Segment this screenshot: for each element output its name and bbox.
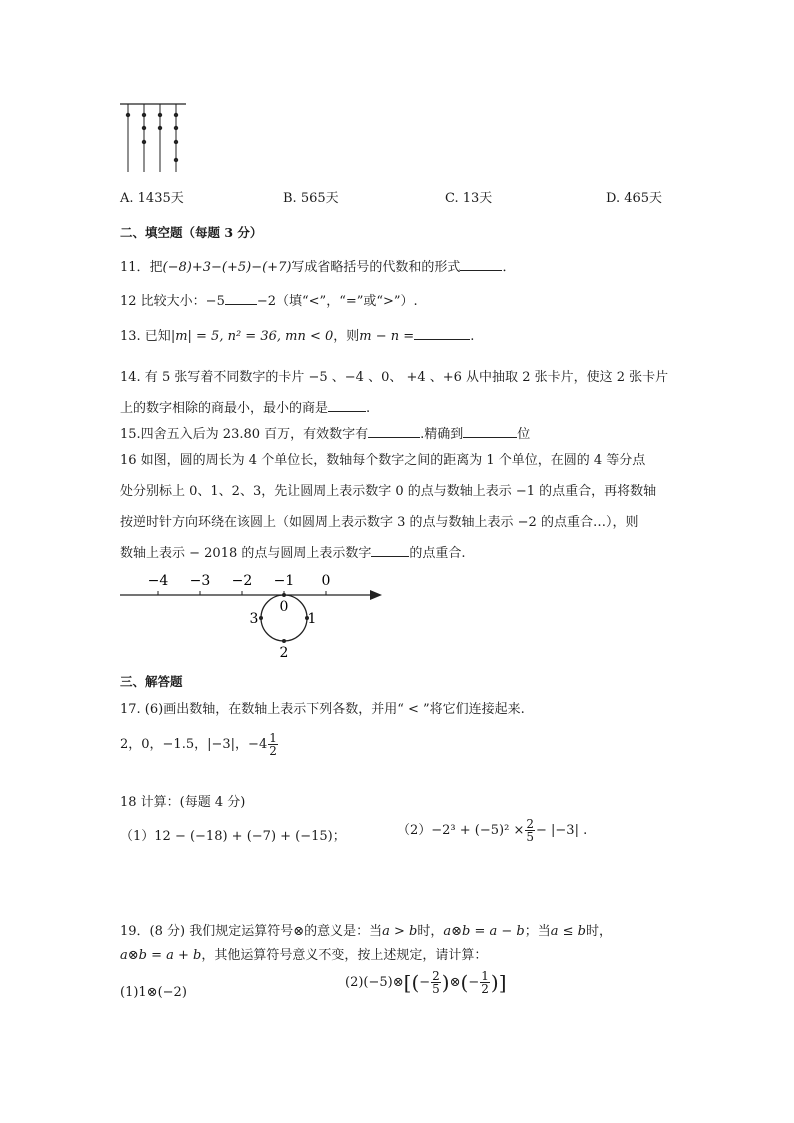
q16-line4-text: 数轴上表示 − 2018 的点与圆周上表示数字 bbox=[120, 546, 372, 561]
q19-line1-pre: 19．(8 分) 我们规定运算符号⊗的意义是：当 bbox=[120, 924, 383, 939]
q15-end: 位 bbox=[517, 427, 531, 442]
q19-frac-b-den: 2 bbox=[481, 982, 489, 996]
question-15 bbox=[120, 423, 530, 442]
question-19-part2: (2)(−5)⊗[(− $\frac{2}{5}$ )⊗(− $\frac{1}{2}$ )] bbox=[345, 969, 507, 996]
option-a: A. 1435天 bbox=[120, 191, 184, 206]
q19-line2-rest: ，其他运算符号意义不变，按上述规定，请计算： bbox=[201, 948, 488, 963]
tick-label-neg4: −4 bbox=[147, 573, 169, 589]
question-18-part1: （1）12 − (−18) + (−7) + (−15)； bbox=[120, 829, 346, 844]
numberline-figure bbox=[118, 568, 388, 664]
q15-mid: .精确到 bbox=[420, 427, 464, 442]
q18-p2-pre: （2）−2³ + (−5)² × bbox=[397, 823, 525, 838]
q18-fraction bbox=[525, 818, 535, 843]
q15-blank-2[interactable] bbox=[463, 425, 517, 438]
question-12 bbox=[120, 290, 418, 309]
q19-c2: a ≤ b bbox=[550, 924, 586, 939]
q17-abs: |−3| bbox=[207, 737, 236, 752]
tick-label-0: 0 bbox=[321, 573, 331, 589]
tick-label-neg3: −3 bbox=[189, 573, 211, 589]
q13-answer-blank[interactable] bbox=[414, 327, 470, 340]
question-16-line3: 按逆时针方向环绕在该圆上（如圆周上表示数字 3 的点与数轴上表示 −2 的点重合…），则 bbox=[120, 515, 639, 530]
q14-answer-blank[interactable] bbox=[328, 399, 366, 412]
q11-answer-blank[interactable] bbox=[460, 258, 502, 271]
q13-mid: ，则 bbox=[333, 329, 360, 344]
question-17-numbers bbox=[120, 732, 279, 757]
q12-prefix: 12 比较大小：−5 bbox=[120, 294, 225, 309]
q11-prefix: 11．把 bbox=[120, 260, 163, 275]
q19-t1: 时， bbox=[417, 924, 444, 939]
q18-p2-post: − |−3| . bbox=[536, 823, 588, 838]
q19-t3: 时， bbox=[585, 924, 612, 939]
q19-r1: a⊗b = a − b bbox=[443, 924, 525, 939]
q14-end: . bbox=[366, 401, 371, 416]
q13-prefix: 13. 已知 bbox=[120, 329, 171, 344]
q19-frac-b bbox=[480, 970, 490, 995]
section-3-title: 三、解答题 bbox=[120, 674, 183, 689]
q18-frac-den: 5 bbox=[526, 830, 534, 844]
q19-frac-a bbox=[431, 970, 441, 995]
q11-end: ． bbox=[502, 260, 516, 275]
q19-p2-pre: (2)(−5)⊗ bbox=[345, 975, 404, 990]
question-19-line1 bbox=[120, 920, 612, 939]
q12-answer-blank[interactable] bbox=[225, 292, 257, 305]
q15-blank-1[interactable] bbox=[368, 425, 420, 438]
q17-frac-num: 1 bbox=[269, 731, 277, 745]
circle-label-0: 0 bbox=[279, 599, 289, 615]
tick-label-neg1: −1 bbox=[273, 573, 295, 589]
question-14-line1: 14. 有 5 张写着不同数字的卡片 −5 、−4 、0、 +4 、+6 从中抽取 2 张卡片，使这 2 张卡片 bbox=[120, 370, 669, 385]
question-16-line2: 处分别标上 0、1、2、3，先让圆周上表示数字 0 的点与数轴上表示 −1 的点重合，再将数轴 bbox=[120, 484, 657, 499]
q19-frac-a-den: 5 bbox=[432, 982, 440, 996]
q11-expr: (−8)+3−(+5)−(+7) bbox=[162, 260, 292, 275]
question-19-line2 bbox=[120, 944, 487, 963]
q12-mid: −2（填“<”，“=”或“>”）. bbox=[256, 294, 418, 309]
circle-label-3: 3 bbox=[249, 611, 259, 627]
q17-frac-den: 2 bbox=[269, 744, 277, 758]
q13-end: . bbox=[470, 329, 475, 344]
option-c: C. 13天 bbox=[445, 191, 493, 206]
q16-answer-blank[interactable] bbox=[371, 544, 409, 557]
q19-frac-a-num: 2 bbox=[432, 969, 440, 983]
q19-c1: a > b bbox=[382, 924, 418, 939]
tick-label-neg2: −2 bbox=[231, 573, 253, 589]
question-16-line4 bbox=[120, 542, 466, 561]
q19-frac-b-num: 1 bbox=[481, 969, 489, 983]
abacus-figure bbox=[118, 98, 190, 174]
question-18-part2 bbox=[397, 818, 587, 843]
option-d: D. 465天 bbox=[606, 191, 663, 206]
q19-line2-r: a⊗b = a + b bbox=[120, 948, 202, 963]
q17-nums: 2，0，−1.5， bbox=[120, 737, 208, 752]
q16-line4-end: 的点重合. bbox=[409, 546, 466, 561]
q13-cond: |m| = 5, n² = 36, mn < 0 bbox=[170, 329, 334, 344]
q17-fraction bbox=[268, 732, 278, 757]
q15-prefix: 15.四舍五入后为 23.80 百万，有效数字有 bbox=[120, 427, 369, 442]
question-11 bbox=[120, 256, 515, 275]
q18-frac-num: 2 bbox=[526, 817, 534, 831]
question-17-line1: 17. (6)画出数轴，在数轴上表示下列各数，并用“ < ”将它们连接起来. bbox=[120, 702, 525, 717]
q13-ask: m − n = bbox=[359, 329, 415, 344]
section-2-title: 二、填空题（每题 3 分） bbox=[120, 225, 263, 240]
question-19-part1: (1)1⊗(−2) bbox=[120, 985, 187, 1000]
question-13 bbox=[120, 325, 474, 344]
q17-sep: ，−4 bbox=[235, 737, 268, 752]
q14-line2-text: 上的数字相除的商最小，最小的商是 bbox=[120, 401, 329, 416]
q19-t2: ；当 bbox=[524, 924, 551, 939]
question-16-line1: 16 如图，圆的周长为 4 个单位长，数轴每个数字之间的距离为 1 个单位，在圆的 4 等分点 bbox=[120, 453, 646, 468]
circle-label-2: 2 bbox=[279, 645, 289, 661]
question-14-line2 bbox=[120, 397, 370, 416]
circle-label-1: 1 bbox=[307, 611, 317, 627]
option-b: B. 565天 bbox=[283, 191, 339, 206]
question-18-title: 18 计算：(每题 4 分) bbox=[120, 795, 246, 810]
q11-suffix: 写成省略括号的代数和的形式 bbox=[291, 260, 461, 275]
